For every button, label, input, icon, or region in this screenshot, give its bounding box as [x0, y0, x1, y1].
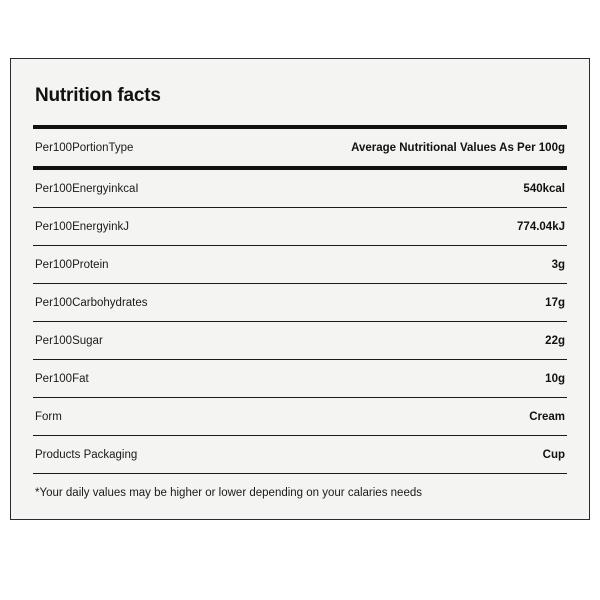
row-value: Cup — [542, 448, 565, 461]
table-row — [33, 360, 567, 397]
row-value: Average Nutritional Values As Per 100g — [351, 141, 565, 154]
row-label: Per100EnergyinkcaI — [35, 182, 139, 195]
table-row — [33, 208, 567, 245]
row-label: Products Packaging — [35, 448, 138, 461]
table-row — [33, 398, 567, 435]
table-row — [33, 170, 567, 207]
footnote: *Your daily values may be higher or lower depending on your calaries needs — [35, 487, 422, 499]
row-value: 540kcal — [523, 182, 565, 195]
row-value: 22g — [545, 334, 565, 347]
row-label: Per100Carbohydrates — [35, 296, 148, 309]
row-label: Per100Sugar — [35, 334, 103, 347]
nutrition-facts-panel — [10, 58, 590, 520]
row-value: 3g — [551, 258, 565, 271]
page-title: Nutrition facts — [35, 85, 161, 106]
table-row — [33, 436, 567, 473]
row-label: Form — [35, 410, 62, 423]
row-value: 17g — [545, 296, 565, 309]
row-label: Per100Fat — [35, 372, 89, 385]
table-row — [33, 246, 567, 283]
table-row-header — [33, 129, 567, 166]
row-value: Cream — [529, 410, 565, 423]
row-value: 774.04kJ — [517, 220, 565, 233]
table-row — [33, 284, 567, 321]
table-row — [33, 322, 567, 359]
row-label: Per100PortionType — [35, 141, 134, 154]
row-value: 10g — [545, 372, 565, 385]
row-label: Per100EnergyinkJ — [35, 220, 129, 233]
row-label: Per100Protein — [35, 258, 109, 271]
